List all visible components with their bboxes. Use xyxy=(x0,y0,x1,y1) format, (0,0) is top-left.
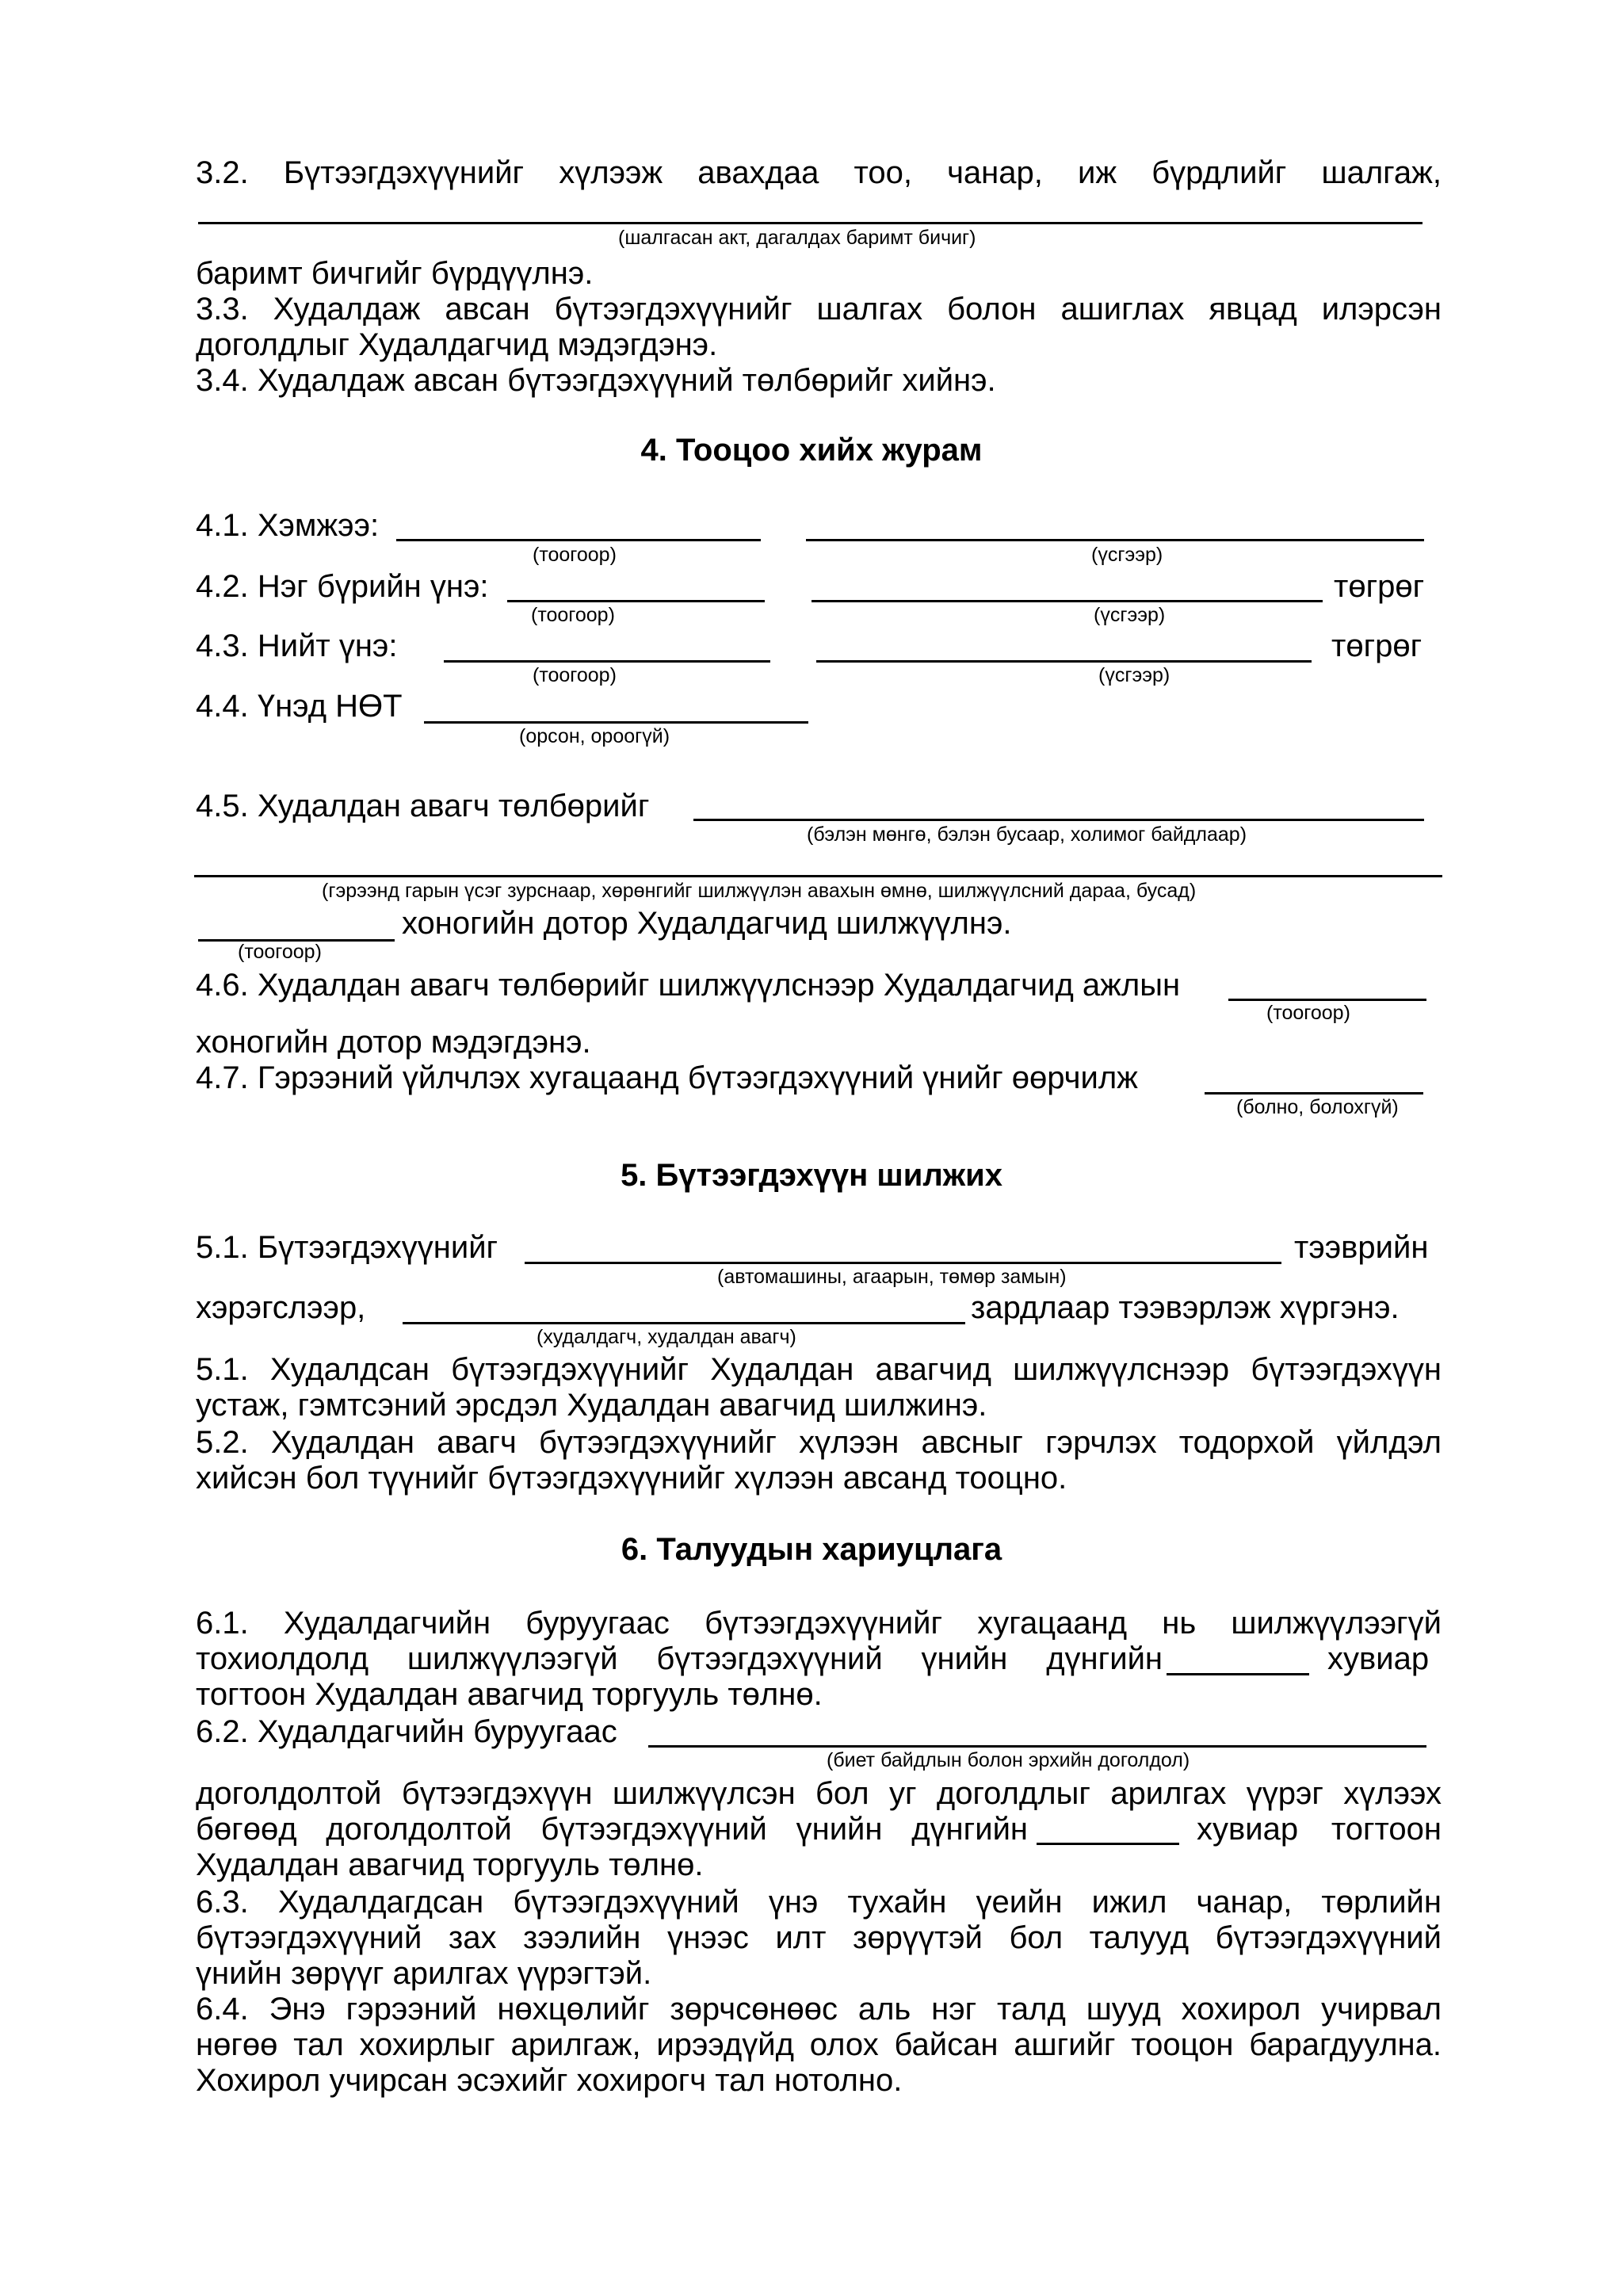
clause-6-2-line-3: бөгөөд доголдолтой бүтээгдэхүүний үнийн дүнгийн xyxy=(196,1812,1028,1847)
blank-transport-type xyxy=(525,1262,1281,1264)
caption-quantity-words: (үсгээр) xyxy=(1091,544,1163,566)
caption-payment-days: (тоогоор) xyxy=(238,941,322,963)
clause-6-4-line-3: Хохирол учирсан эсэхийг хохирогч тал нотолно. xyxy=(196,2063,903,2098)
caption-payment-form: (бэлэн мөнгө, бэлэн бусаар, холимог байдлаар) xyxy=(807,823,1247,846)
clause-6-4-line-1: 6.4. Энэ гэрээний нөхцөлийг зөрчсөнөөс аль нэг талд шууд хохирол учирвал xyxy=(196,1992,1442,2027)
clause-4-5-tail: хоногийн дотор Худалдагчид шилжүүлнэ. xyxy=(402,906,1012,941)
clause-6-2-line-4: Худалдан авагчид торгууль төлнө. xyxy=(196,1847,704,1882)
currency-unit-price: төгрөг xyxy=(1334,569,1425,604)
clause-6-1-percent-word: хувиар xyxy=(1327,1641,1430,1676)
currency-total: төгрөг xyxy=(1331,628,1423,663)
blank-defect-type xyxy=(648,1745,1426,1748)
caption-defect-type: (биет байдлын болон эрхийн доголдол) xyxy=(827,1749,1190,1771)
blank-quantity-number xyxy=(396,539,761,541)
clause-5-1-line-2-start: хэрэгслээр, xyxy=(196,1290,366,1325)
blank-delay-penalty-percent xyxy=(1167,1673,1309,1675)
clause-4-5-label: 4.5. Худалдан авагч төлбөрийг xyxy=(196,789,650,823)
clause-4-2-label: 4.2. Нэг бүрийн үнэ: xyxy=(196,569,489,604)
clause-6-4-line-2: нөгөө тал хохирлыг арилгаж, ирээдүйд олох байсан ашгийг тооцон барагдуулна. xyxy=(196,2027,1442,2062)
clause-6-1-line-1: 6.1. Худалдагчийн буруугаас бүтээгдэхүүнийг хугацаанд нь шилжүүлээгүй xyxy=(196,1606,1442,1641)
caption-price-change: (болно, болохгүй) xyxy=(1236,1096,1399,1118)
clause-3-3-line-2: доголдлыг Худалдагчид мэдэгдэнэ. xyxy=(196,327,718,362)
clause-6-3-line-1: 6.3. Худалдагдсан бүтээгдэхүүний үнэ тухайн үеийн ижил чанар, төрлийн xyxy=(196,1885,1442,1920)
blank-total-words xyxy=(816,660,1312,663)
caption-total-words: (үсгээр) xyxy=(1098,664,1170,686)
blank-transport-cost-party xyxy=(403,1322,965,1324)
clause-5-2-line-1: 5.2. Худалдан авагч бүтээгдэхүүнийг хүлээн авсныг гэрчлэх тодорхой үйлдэл xyxy=(196,1425,1442,1460)
clause-5-1-label: 5.1. Бүтээгдэхүүнийг xyxy=(196,1230,498,1265)
clause-4-1-label: 4.1. Хэмжээ: xyxy=(196,508,380,543)
blank-unit-price-words xyxy=(812,600,1323,602)
clause-6-3-line-3: үнийн зөрүүг арилгах үүрэгтэй. xyxy=(196,1956,652,1991)
clause-4-3-label: 4.3. Нийт үнэ: xyxy=(196,628,398,663)
clause-4-6-line-1: 4.6. Худалдан авагч төлбөрийг шилжүүлснээр Худалдагчид ажлын xyxy=(196,968,1181,1003)
section-5-heading: 5. Бүтээгдэхүүн шилжих xyxy=(621,1158,1002,1193)
blank-payment-timing xyxy=(194,875,1442,877)
section-4-heading: 4. Тооцоо хийх журам xyxy=(640,433,983,468)
caption-unit-price-words: (үсгээр) xyxy=(1094,604,1166,626)
clause-4-7-line: 4.7. Гэрээний үйлчлэх хугацаанд бүтээгдэхүүний үнийг өөрчилж xyxy=(196,1060,1138,1095)
clause-5-2-line-2: хийсэн бол түүнийг бүтээгдэхүүнийг хүлээн авсанд тооцно. xyxy=(196,1461,1067,1496)
blank-total-number xyxy=(444,660,770,663)
blank-notice-days xyxy=(1228,999,1426,1001)
clause-5-1b-line-2: устаж, гэмтсэний эрсдэл Худалдан авагчид шилжинэ. xyxy=(196,1388,987,1423)
clause-6-2-line-2: доголдолтой бүтээгдэхүүн шилжүүлсэн бол уг доголдлыг арилгах үүрэг хүлээх xyxy=(196,1776,1442,1811)
blank-line-check-docs xyxy=(198,222,1423,224)
caption-check-docs: (шалгасан акт, дагалдах баримт бичиг) xyxy=(618,227,976,249)
blank-defect-penalty-percent xyxy=(1037,1843,1179,1845)
blank-unit-price-number xyxy=(507,600,765,602)
caption-total-number: (тоогоор) xyxy=(533,664,617,686)
caption-notice-days: (тоогоор) xyxy=(1266,1002,1350,1024)
clause-5-1-line-2-tail: зардлаар тээвэрлэж хүргэнэ. xyxy=(971,1290,1400,1325)
clause-3-4: 3.4. Худалдаж авсан бүтээгдэхүүний төлбөрийг хийнэ. xyxy=(196,363,996,398)
clause-4-6-line-2: хоногийн дотор мэдэгдэнэ. xyxy=(196,1025,591,1060)
caption-transport-cost-party: (худалдагч, худалдан авагч) xyxy=(537,1326,796,1348)
caption-vat: (орсон, ороогүй) xyxy=(519,725,670,747)
clause-3-2-line-2: баримт бичгийг бүрдүүлнэ. xyxy=(196,256,594,291)
clause-6-2-percent-words: хувиар тогтоон xyxy=(1197,1812,1442,1847)
caption-unit-price-number: (тоогоор) xyxy=(531,604,615,626)
caption-transport-type: (автомашины, агаарын, төмөр замын) xyxy=(717,1266,1067,1288)
clause-6-1-line-3: тогтоон Худалдан авагчид торгууль төлнө. xyxy=(196,1677,823,1712)
blank-quantity-words xyxy=(806,539,1424,541)
clause-4-4-label: 4.4. Үнэд НӨТ xyxy=(196,689,403,724)
blank-payment-form xyxy=(693,819,1424,821)
clause-3-2-line-1: 3.2. Бүтээгдэхүүнийг хүлээж авахдаа тоо, чанар, иж бүрдлийг шалгаж, xyxy=(196,155,1442,190)
clause-3-3-line-1: 3.3. Худалдаж авсан бүтээгдэхүүнийг шалгах болон ашиглах явцад илэрсэн xyxy=(196,292,1442,327)
clause-6-2-label: 6.2. Худалдагчийн буруугаас xyxy=(196,1714,617,1749)
clause-6-1-line-2: тохиолдолд шилжүүлээгүй бүтээгдэхүүний үнийн дүнгийн xyxy=(196,1641,1163,1676)
clause-5-1b-line-1: 5.1. Худалдсан бүтээгдэхүүнийг Худалдан авагчид шилжүүлснээр бүтээгдэхүүн xyxy=(196,1352,1442,1387)
caption-quantity-number: (тоогоор) xyxy=(533,544,617,566)
clause-5-1-transport-word: тээврийн xyxy=(1294,1230,1429,1265)
clause-6-3-line-2: бүтээгдэхүүний зах зээлийн үнээс илт зөрүүтэй бол талууд бүтээгдэхүүний xyxy=(196,1920,1442,1955)
section-6-heading: 6. Талуудын хариуцлага xyxy=(621,1532,1002,1567)
caption-payment-timing: (гэрээнд гарын үсэг зурснаар, хөрөнгийг шилжүүлэн авахын өмнө, шилжүүлсний дараа, бусад) xyxy=(322,880,1197,902)
blank-price-change xyxy=(1205,1092,1423,1095)
blank-vat xyxy=(424,721,808,724)
